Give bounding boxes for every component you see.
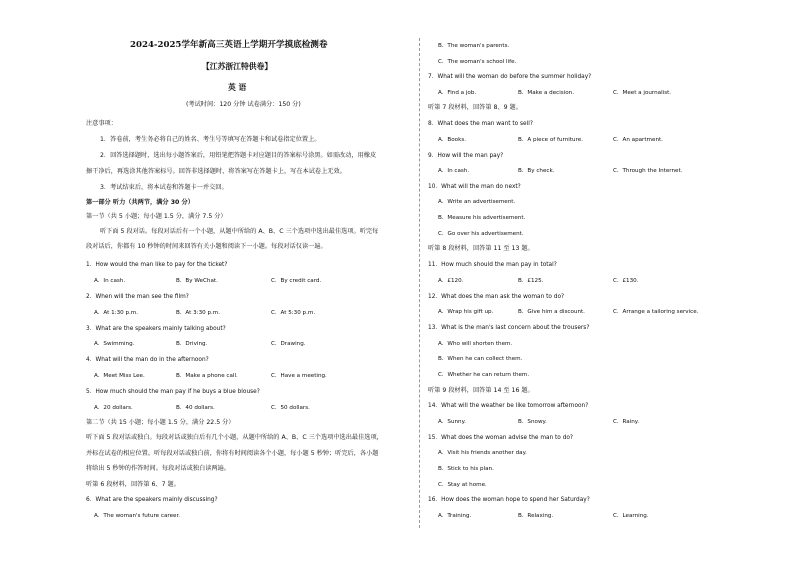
option-c[interactable]: C．At 5:30 p.m.	[271, 310, 316, 316]
option-c[interactable]: C．Go over his advertisement.	[438, 231, 524, 237]
column-divider	[419, 38, 420, 528]
option-b[interactable]: B．By WeChat.	[176, 278, 218, 284]
exam-edition: 【江苏浙江特供卷】	[202, 62, 273, 71]
question-text: 3．What are the speakers mainly talking about?	[86, 326, 226, 332]
option-a[interactable]: A．Training.	[438, 513, 472, 519]
question-text: 14．What will the weather be like tomorrow afternoon?	[428, 403, 589, 409]
option-c[interactable]: C．Learning.	[613, 513, 649, 519]
section2-heading: 第二节（共 15 小题；每小题 1.5 分，满分 22.5 分）	[86, 419, 235, 426]
option-b[interactable]: B．At 3:30 p.m.	[176, 310, 221, 316]
question-text: 9．How will the man pay?	[428, 153, 504, 159]
option-c[interactable]: C．£130.	[613, 278, 639, 284]
option-a[interactable]: A．Wrap his gift up.	[438, 309, 494, 315]
section1-instruction: 听下面 5 段对话。每段对话后有一个小题，从题中所给的 A、B、C 三个选项中选出最佳选项。听完每	[100, 228, 379, 235]
option-a[interactable]: A．Find a job.	[438, 90, 477, 96]
option-c[interactable]: C．Stay at home.	[438, 482, 487, 488]
question-text: 16．How does the woman hope to spend her Saturday?	[428, 497, 590, 503]
listen-instruction: 听第 8 段材料，回答第 11 至 13 题。	[428, 245, 534, 252]
exam-info: (考试时间：120 分钟 试卷满分：150 分)	[186, 101, 301, 108]
notice-item: 1．答卷前，考生务必将自己的姓名、考生号等填写在答题卡和试卷指定位置上。	[100, 136, 321, 143]
question-text: 13．What is the man's last concern about the trousers?	[428, 325, 590, 331]
section1-heading: 第一节（共 5 小题；每小题 1.5 分，满分 7.5 分）	[86, 213, 227, 220]
option-a[interactable]: A．In cash.	[94, 278, 126, 284]
option-c[interactable]: C．Whether he can return them.	[438, 372, 530, 378]
option-c[interactable]: C．Have a meeting.	[271, 373, 327, 379]
option-c[interactable]: C．Rainy.	[613, 419, 640, 425]
option-b[interactable]: B．Measure his advertisement.	[438, 215, 526, 221]
part1-heading: 第一部分 听力（共两节，满分 30 分）	[86, 199, 194, 206]
option-c[interactable]: C．By credit card.	[271, 278, 322, 284]
question-text: 4．What will the man do in the afternoon?	[86, 357, 209, 363]
notice-item: 2．回答选择题时，选出每小题答案后，用铅笔把答题卡对应题目的答案标号涂黑。如需改动，用橡皮	[100, 152, 377, 159]
right-column	[428, 0, 758, 562]
question-text: 8．What does the man want to sell?	[428, 121, 533, 127]
listen-instruction: 听第 7 段材料，回答第 8、9 题。	[428, 104, 522, 111]
option-b[interactable]: B．The woman's parents.	[438, 43, 510, 49]
option-a[interactable]: A．Swimming.	[94, 341, 135, 347]
option-a[interactable]: A．Meet Miss Lee.	[94, 373, 145, 379]
option-b[interactable]: B．Snowy.	[518, 419, 547, 425]
option-b[interactable]: B．Relaxing.	[518, 513, 554, 519]
section2-instruction: 并标在试卷的相应位置。听每段对话或独白前，你将有时间阅读各个小题，每小题 5 秒钟；听完后，各小题	[86, 450, 379, 457]
question-text: 6．What are the speakers mainly discussing?	[86, 497, 218, 503]
exam-title: 2024-2025学年新高三英语上学期开学摸底检测卷	[130, 40, 328, 50]
option-a[interactable]: A．Sunny.	[438, 419, 466, 425]
option-a[interactable]: A．The woman's future career.	[94, 513, 181, 519]
option-b[interactable]: B．When he can collect them.	[438, 356, 523, 362]
question-text: 7．What will the woman do before the summer holiday?	[428, 74, 592, 80]
option-a[interactable]: A．£120.	[438, 278, 464, 284]
option-a[interactable]: A．In cash.	[438, 168, 470, 174]
section2-instruction: 听下面 5 段对话或独白。每段对话或独白后有几个小题，从题中所给的 A、B、C 三个选项中选出最佳选项，	[86, 434, 383, 441]
option-a[interactable]: A．Who will shorten them.	[438, 341, 513, 347]
question-text: 11．How much should the man pay in total?	[428, 262, 557, 268]
option-b[interactable]: B．By check.	[518, 168, 555, 174]
option-a[interactable]: A．20 dollars.	[94, 405, 133, 411]
option-a[interactable]: A．Write an advertisement.	[438, 199, 516, 205]
option-c[interactable]: C．Arrange a tailoring service.	[613, 309, 699, 315]
option-b[interactable]: B．Driving.	[176, 341, 208, 347]
listen-instruction: 听第 9 段材料，回答第 14 至 16 题。	[428, 387, 534, 394]
option-b[interactable]: B．£125.	[518, 278, 544, 284]
section2-instruction: 将给出 5 秒钟的作答时间。每段对话或独白读两遍。	[86, 465, 230, 472]
option-c[interactable]: C．The woman's school life.	[438, 59, 517, 65]
notice-item: 擦干净后，再选涂其他答案标号。回答非选择题时，将答案写在答题卡上，写在本试卷上无效。	[86, 168, 346, 175]
option-a[interactable]: A．At 1:30 p.m.	[94, 310, 139, 316]
option-a[interactable]: A．Visit his friends another day.	[438, 450, 527, 456]
option-b[interactable]: B．Stick to his plan.	[438, 466, 494, 472]
option-b[interactable]: B．40 dollars.	[176, 405, 215, 411]
question-text: 2．When will the man see the film?	[86, 294, 189, 300]
exam-subject: 英 语	[228, 83, 247, 92]
option-c[interactable]: C．50 dollars.	[271, 405, 310, 411]
question-text: 1．How would the man like to pay for the ticket?	[86, 262, 228, 268]
question-text: 15．What does the woman advise the man to do?	[428, 435, 574, 441]
section1-instruction: 段对话后，你都有 10 秒钟的时间来回答有关小题和阅读下一小题。每段对话仅读一遍。	[86, 243, 327, 250]
left-column	[86, 0, 416, 562]
option-b[interactable]: B．A piece of furniture.	[518, 137, 583, 143]
option-c[interactable]: C．Meet a journalist.	[613, 90, 672, 96]
option-b[interactable]: B．Make a decision.	[518, 90, 574, 96]
question-text: 5．How much should the man pay if he buys a blue blouse?	[86, 389, 260, 395]
question-text: 10．What will the man do next?	[428, 184, 521, 190]
notice-heading: 注意事项：	[86, 120, 117, 127]
option-c[interactable]: C．Drawing.	[271, 341, 306, 347]
option-c[interactable]: C．An apartment.	[613, 137, 663, 143]
option-a[interactable]: A．Books.	[438, 137, 467, 143]
option-b[interactable]: B．Give him a discount.	[518, 309, 585, 315]
listen-instruction: 听第 6 段材料，回答第 6、7 题。	[86, 481, 180, 488]
option-c[interactable]: C．Through the Internet.	[613, 168, 683, 174]
notice-item: 3．考试结束后，将本试卷和答题卡一并交回。	[100, 184, 228, 191]
question-text: 12．What does the man ask the woman to do?	[428, 294, 565, 300]
option-b[interactable]: B．Make a phone call.	[176, 373, 238, 379]
